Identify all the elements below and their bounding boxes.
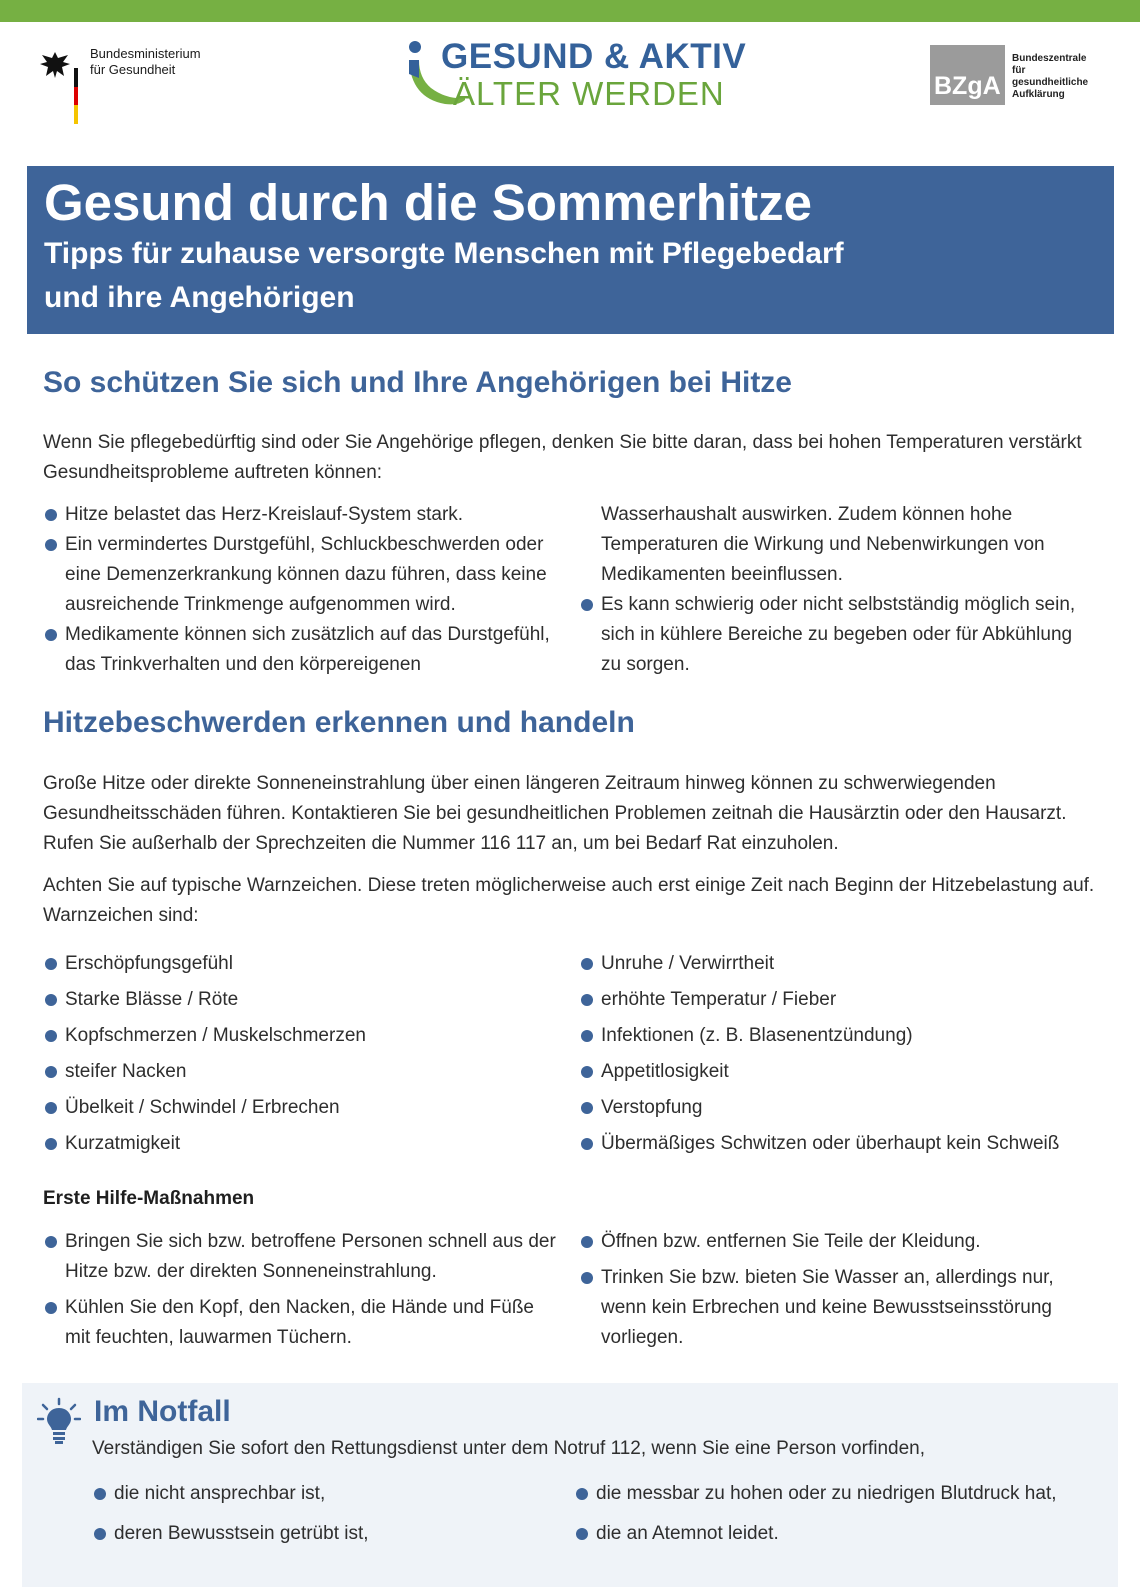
emergency-heading: Im Notfall [94, 1395, 231, 1428]
page-title: Gesund durch die Sommerhitze [44, 174, 812, 231]
emergency-intro: Verständigen Sie sofort den Rettungsdienst unter dem Notruf 112, wenn Sie eine Person vorfinden, [92, 1438, 925, 1459]
bullet-icon [45, 958, 57, 970]
list-item: Erschöpfungsgefühl [43, 946, 563, 982]
section1-heading: So schützen Sie sich und Ihre Angehörigen bei Hitze [43, 366, 792, 399]
bullet-icon [581, 1066, 593, 1078]
list-item: die nicht ansprechbar ist, [92, 1476, 562, 1512]
list-item: Öffnen bzw. entfernen Sie Teile der Kleidung. [579, 1227, 1091, 1257]
list-item: Appetitlosigkeit [579, 1054, 1119, 1090]
bullet-icon [576, 1528, 588, 1540]
bullet-icon [581, 1138, 593, 1150]
section1-intro: Wenn Sie pflegebedürftig sind oder Sie Angehörige pflegen, denken Sie bitte daran, dass bei hohen Temperaturen verstärkt Gesundheitsprobleme auftreten können: [43, 432, 1082, 483]
bullet-icon [45, 629, 57, 641]
list-item: Übelkeit / Schwindel / Erbrechen [43, 1090, 563, 1126]
bmg-logo [38, 44, 238, 126]
section1-left-list [43, 500, 563, 680]
emergency-left [92, 1476, 562, 1552]
logo-line-1: GESUND & AKTIV [441, 37, 747, 76]
warning-signs-left [43, 946, 563, 1162]
firstaid-left [43, 1227, 563, 1353]
bullet-icon [581, 1102, 593, 1114]
list-item: Verstopfung [579, 1090, 1119, 1126]
section2-heading: Hitzebeschwerden erkennen und handeln [43, 706, 635, 739]
firstaid-heading: Erste Hilfe-Maßnahmen [43, 1188, 255, 1209]
list-item: Starke Blässe / Röte [43, 982, 563, 1018]
list-item: deren Bewusstsein getrübt ist, [92, 1516, 562, 1552]
emergency-right [574, 1476, 1109, 1552]
list-item: die messbar zu hohen oder zu niedrigen Blutdruck hat, [574, 1476, 1109, 1512]
bzga-name: Bundeszentrale für gesundheitliche Aufklärung [1012, 53, 1089, 100]
list-item: Infektionen (z. B. Blasenentzündung) [579, 1018, 1119, 1054]
section1-right-continuation: Wasserhaushalt auswirken. Zudem können hohe Temperaturen die Wirkung und Nebenwirkungen von Medikamenten beeinflussen. [601, 504, 1045, 585]
list-item: Hitze belastet das Herz-Kreislauf-System stark. [43, 500, 563, 530]
list-item: Kühlen Sie den Kopf, den Nacken, die Hände und Füße mit feuchten, lauwarmen Tüchern. [43, 1293, 563, 1353]
bullet-icon [45, 509, 57, 521]
bullet-icon [45, 994, 57, 1006]
warning-signs-right [579, 946, 1119, 1162]
bzga-box: BZgA [930, 45, 1005, 105]
list-item: Medikamente können sich zusätzlich auf das Durstgefühl, das Trinkverhalten und den körpereigenen [43, 620, 563, 680]
lightbulb-icon [37, 1397, 81, 1445]
firstaid-right [579, 1227, 1091, 1353]
list-item: Trinken Sie bzw. bieten Sie Wasser an, allerdings nur, wenn kein Erbrechen und keine Bewusstseinsstörung vorliegen. [579, 1263, 1091, 1353]
bullet-icon [94, 1528, 106, 1540]
bullet-icon [94, 1488, 106, 1500]
bullet-icon [581, 1272, 593, 1284]
bullet-icon [581, 1236, 593, 1248]
bullet-icon [581, 994, 593, 1006]
bullet-icon [45, 1030, 57, 1042]
bullet-icon [45, 1236, 57, 1248]
section1-right-list [579, 590, 1091, 680]
bullet-icon [45, 1102, 57, 1114]
list-item: Kopfschmerzen / Muskelschmerzen [43, 1018, 563, 1054]
bullet-icon [45, 539, 57, 551]
logo-line-2: ÄLTER WERDEN [453, 75, 725, 112]
bzga-logo [930, 45, 1110, 107]
page-subtitle: Tipps für zuhause versorgte Menschen mit Pflegebedarf und ihre Angehörigen [44, 237, 844, 314]
bullet-icon [45, 1066, 57, 1078]
bullet-icon [581, 1030, 593, 1042]
list-item: Unruhe / Verwirrtheit [579, 946, 1119, 982]
emergency-box [22, 1383, 1118, 1587]
list-item: Ein vermindertes Durstgefühl, Schluckbeschwerden oder eine Demenzerkrankung können dazu führen, dass keine ausreichende Trinkmenge aufgenommen wird. [43, 530, 563, 620]
list-item: Übermäßiges Schwitzen oder überhaupt kein Schweiß [579, 1126, 1119, 1162]
bmg-name: Bundesministerium für Gesundheit [90, 46, 201, 77]
bullet-icon [45, 1138, 57, 1150]
list-item: Es kann schwierig oder nicht selbstständig möglich sein, sich in kühlere Bereiche zu begeben oder für Abkühlung zu sorgen. [579, 590, 1091, 680]
list-item: die an Atemnot leidet. [574, 1516, 1109, 1552]
list-item: Bringen Sie sich bzw. betroffene Personen schnell aus der Hitze bzw. der direkten Sonneneinstrahlung. [43, 1227, 563, 1287]
list-item: steifer Nacken [43, 1054, 563, 1090]
section2-para1: Große Hitze oder direkte Sonneneinstrahlung über einen längeren Zeitraum hinweg können zu schwerwiegenden Gesundheitsschäden führen. Kontaktieren Sie bei gesundheitlichen Problemen zeitnah die Hausärztin oder den Hausarzt. Rufen Sie außerhalb der Sprechzeiten die Nummer 116 117 an, um bei Bedarf Rat einzuholen. [43, 773, 1067, 854]
gesund-aktiv-logo [405, 38, 745, 118]
german-flag-stripe [74, 68, 78, 124]
bullet-icon [581, 599, 593, 611]
top-accent-bar [0, 0, 1140, 22]
bullet-icon [581, 958, 593, 970]
bullet-icon [576, 1488, 588, 1500]
eagle-icon [38, 50, 72, 80]
list-item: erhöhte Temperatur / Fieber [579, 982, 1119, 1018]
section2-para2: Achten Sie auf typische Warnzeichen. Diese treten möglicherweise auch erst einige Zeit nach Beginn der Hitzebelastung auf. Warnzeichen sind: [43, 875, 1095, 926]
list-item: Kurzatmigkeit [43, 1126, 563, 1162]
title-banner [27, 166, 1114, 334]
bullet-icon [45, 1302, 57, 1314]
